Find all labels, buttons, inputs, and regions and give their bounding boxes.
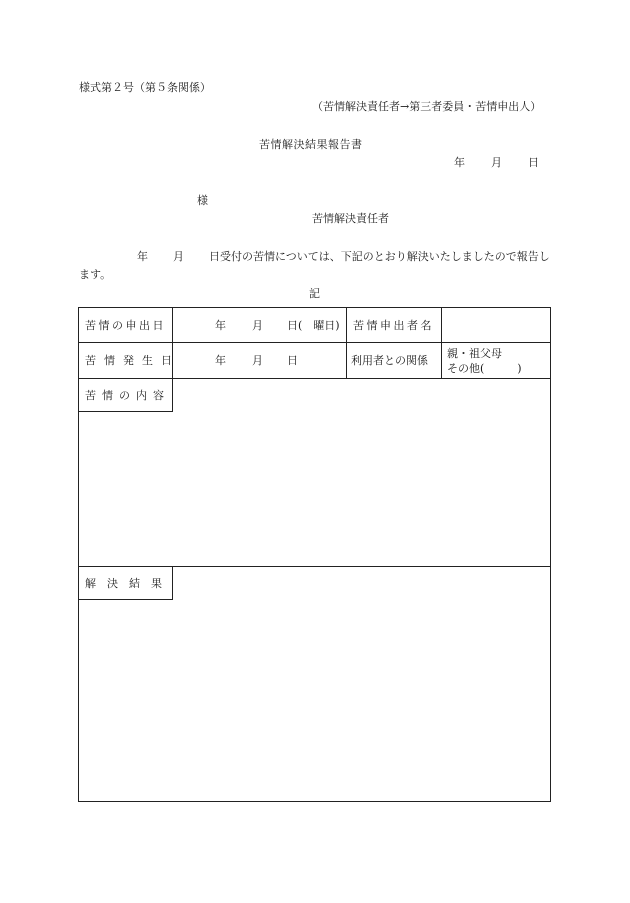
date-month: 月 — [491, 156, 502, 169]
report-form-table — [78, 307, 551, 802]
resolution-result-label-box — [79, 566, 173, 600]
relationship-option-other[interactable]: その他( ) — [447, 362, 522, 375]
form-number-label: 様式第２号（第５条関係） — [79, 81, 211, 94]
complaint-content-label-box — [79, 378, 173, 412]
filing-date-day-weekday[interactable]: 日( 曜日) — [287, 319, 340, 332]
sender-title: 苦情解決責任者 — [312, 212, 389, 225]
resolution-result-label: 解決結果 — [85, 577, 173, 590]
occurrence-date-year[interactable]: 年 — [215, 354, 226, 367]
complaint-content-area[interactable] — [179, 416, 539, 556]
relationship-option-parent[interactable]: 親・祖父母 — [447, 347, 502, 360]
ki-marker: 記 — [309, 287, 320, 300]
complainant-name-label: 苦情申出者名 — [353, 319, 434, 332]
body-text-rest: 日受付の苦情については、下記のとおり解決いたしましたので報告します。 — [79, 250, 550, 281]
complainant-name-field[interactable] — [447, 320, 543, 332]
body-month: 月 — [173, 250, 184, 263]
document-date — [454, 157, 539, 168]
filing-date-label: 苦情の申出日 — [85, 319, 166, 332]
occurrence-date-month[interactable]: 月 — [252, 354, 263, 367]
complaint-content-label: 苦情の内容 — [85, 389, 170, 402]
date-day: 日 — [528, 156, 539, 169]
document-title: 苦情解決結果報告書 — [259, 138, 363, 151]
routing-note: （苦情解決責任者→第三者委員・苦情申出人） — [312, 100, 542, 113]
addressee-honorific: 様 — [197, 194, 208, 207]
filing-date-month[interactable]: 月 — [252, 319, 263, 332]
occurrence-date-label: 苦情発生日 — [85, 354, 180, 367]
occurrence-date-day[interactable]: 日 — [287, 354, 298, 367]
body-year: 年 — [137, 250, 148, 263]
date-year: 年 — [454, 156, 465, 169]
filing-date-year[interactable]: 年 — [215, 319, 226, 332]
relationship-label: 利用者との関係 — [351, 354, 428, 367]
resolution-result-area[interactable] — [179, 604, 539, 794]
body-paragraph — [79, 248, 551, 284]
